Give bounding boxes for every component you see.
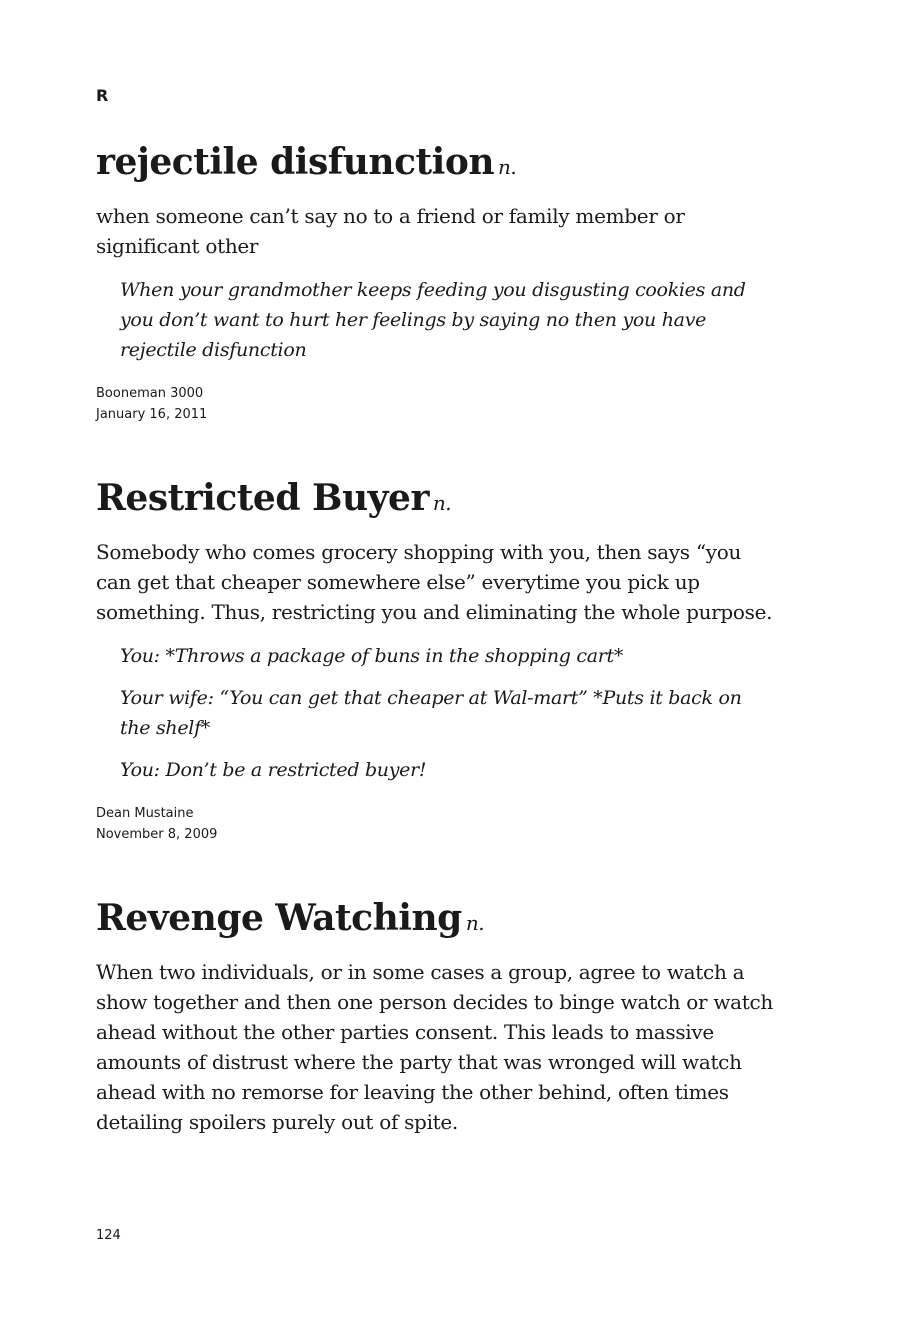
example-line: Your wife: “You can get that cheaper at Wal-mart” *Puts it back on the shelf*	[120, 687, 742, 739]
entry-restricted-buyer	[96, 476, 776, 845]
part-of-speech: n.	[465, 911, 485, 935]
entry-date: November 8, 2009	[96, 827, 218, 842]
section-letter: R	[96, 86, 109, 105]
entry-author: Dean Mustaine	[96, 806, 194, 821]
entry-examples	[120, 275, 770, 365]
entry-term	[96, 476, 776, 525]
entry-definition: Somebody who comes grocery shopping with you, then says “you can get that cheaper somewhere else” everytime you pick up something. Thus, restricting you and eliminating the whole purpose.	[96, 540, 773, 624]
entry-term	[96, 896, 776, 945]
example-line: When your grandmother keeps feeding you disgusting cookies and you don’t want to hurt her feelings by saying no then you have rejectile disfunction	[120, 279, 746, 361]
entry-author: Booneman 3000	[96, 386, 204, 401]
part-of-speech: n.	[498, 155, 517, 179]
entry-date: January 16, 2011	[96, 407, 208, 422]
term-text: rejectile disfunction	[96, 141, 494, 183]
term-text: Revenge Watching	[96, 897, 462, 939]
entry-definition: when someone can’t say no to a friend or family member or significant other	[96, 204, 685, 258]
entry-meta	[96, 383, 776, 425]
entry-revenge-watching	[96, 896, 776, 1137]
example-line: You: *Throws a package of buns in the shopping cart*	[120, 645, 624, 667]
term-text: Restricted Buyer	[96, 477, 429, 519]
example-line: You: Don’t be a restricted buyer!	[120, 759, 427, 781]
part-of-speech: n.	[432, 491, 452, 515]
page-number: 124	[96, 1228, 121, 1243]
entry-term	[96, 140, 776, 189]
entry-definition: When two individuals, or in some cases a group, agree to watch a show together and then one person decides to binge watch or watch ahead without the other parties consent. This leads to massive amounts of distrust where the party that was wronged will watch ahead with no remorse for leaving the other behind, often times detailing spoilers purely out of spite.	[96, 960, 774, 1134]
entry-examples	[120, 641, 770, 785]
entry-meta	[96, 803, 776, 845]
entry-rejectile-disfunction	[96, 140, 776, 425]
